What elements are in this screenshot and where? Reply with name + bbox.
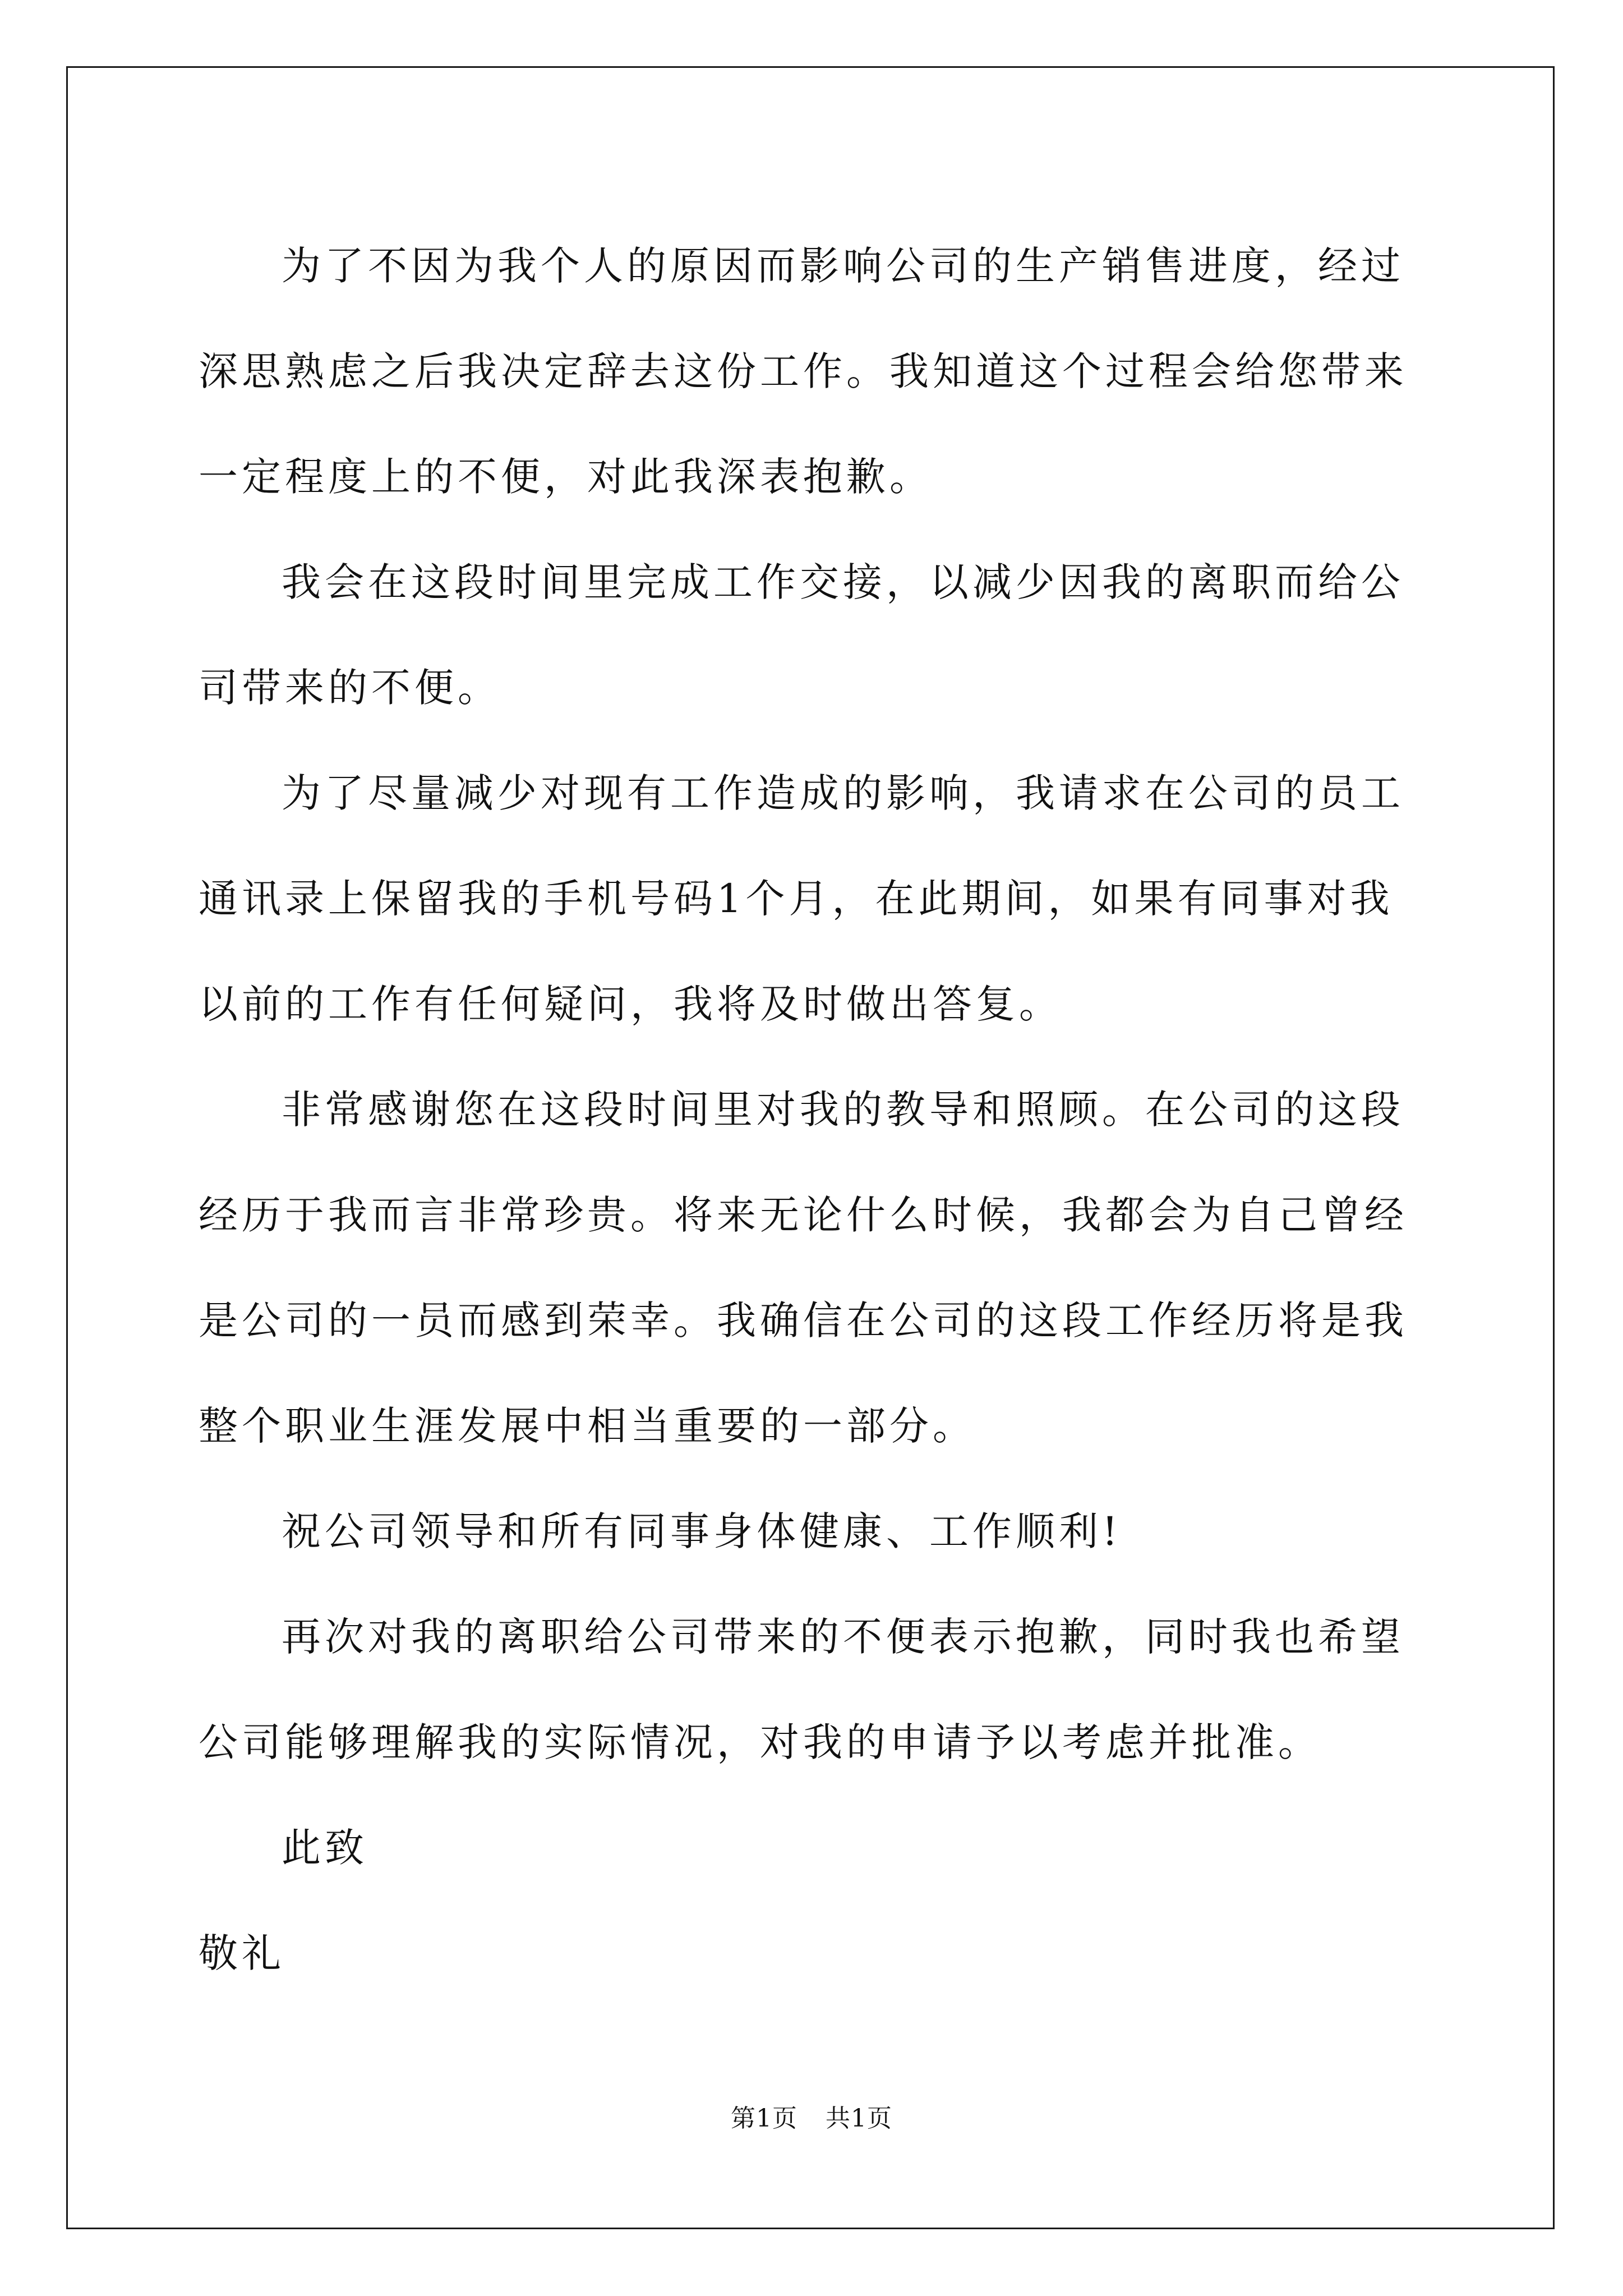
page-footer — [0, 2098, 1623, 2134]
paragraph-3: 为了尽量减少对现有工作造成的影响，我请求在公司的员工通讯录上保留我的手机号码1个月，在此期间，如果有同事对我以前的工作有任何疑问，我将及时做出答复。 — [199, 770, 1404, 1027]
paragraph-4: 非常感谢您在这段时间里对我的教导和照顾。在公司的这段经历于我而言非常珍贵。将来无论什么时候，我都会为自己曾经是公司的一员而感到荣幸。我确信在公司的这段工作经历将是我整个职业生涯发展中相当重要的一部分。 — [199, 1087, 1408, 1449]
letter-body — [199, 213, 1427, 2006]
salutation-line: 敬礼 — [199, 1930, 285, 1976]
paragraph-6: 再次对我的离职给公司带来的不便表示抱歉，同时我也希望公司能够理解我的实际情况，对我的申请予以考虑并批准。 — [199, 1614, 1404, 1765]
page-number-total: 共1页 — [826, 2104, 892, 2133]
paragraph-2: 我会在这段时间里完成工作交接，以减少因我的离职而给公司带来的不便。 — [199, 559, 1404, 711]
closing-line: 此致 — [282, 1825, 368, 1871]
page-number-current: 第1页 — [731, 2104, 797, 2133]
paragraph-1: 为了不因为我个人的原因而影响公司的生产销售进度，经过深思熟虑之后我决定辞去这份工作。我知道这个过程会给您带来一定程度上的不便，对此我深表抱歉。 — [199, 243, 1408, 500]
paragraph-5: 祝公司领导和所有同事身体健康、工作顺利! — [282, 1508, 1122, 1554]
